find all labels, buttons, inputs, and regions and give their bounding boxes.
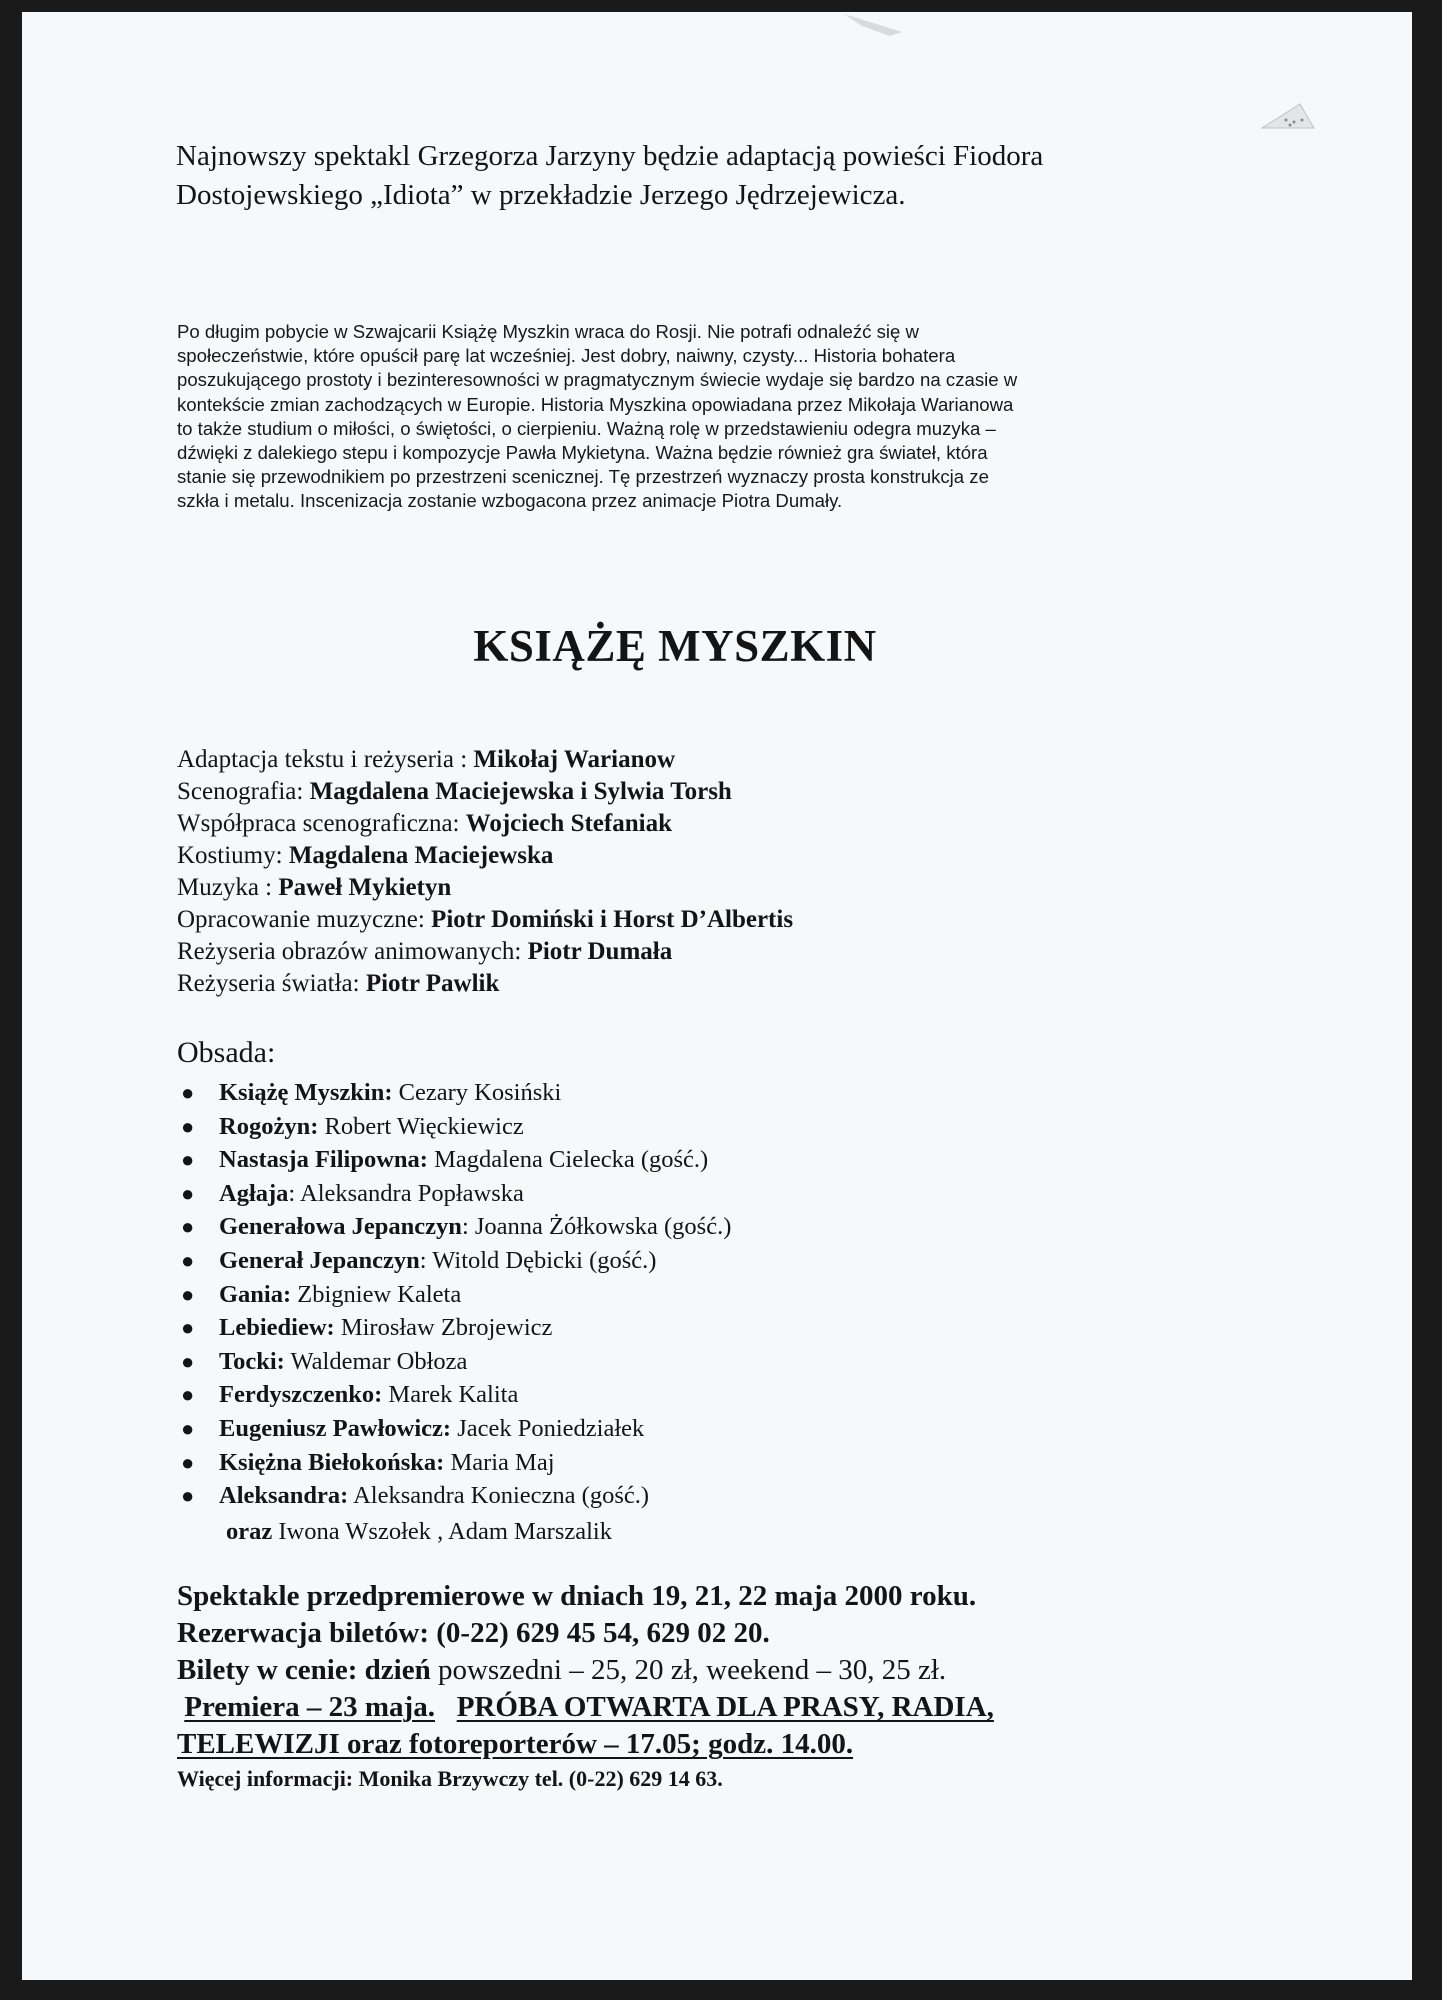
credit-row bbox=[177, 808, 793, 840]
cast-role: Tocki: bbox=[219, 1347, 285, 1375]
cast-role: Książę Myszkin: bbox=[219, 1079, 393, 1106]
cast-actor: Cezary Kosiński bbox=[392, 1079, 562, 1106]
intro-paragraph bbox=[176, 137, 1276, 215]
prices-label: Bilety w cenie: dzień bbox=[177, 1654, 431, 1686]
cast-row bbox=[177, 1412, 731, 1446]
cast-role: Aleksandra: bbox=[219, 1482, 349, 1510]
credit-value: Paweł Mykietyn bbox=[278, 874, 452, 901]
performance-info bbox=[177, 1578, 994, 1795]
cast-role: Generałowa Jepanczyn bbox=[219, 1213, 462, 1241]
paper-tear-top bbox=[842, 12, 912, 38]
cast-role: Eugeniusz Pawłowicz: bbox=[219, 1414, 452, 1442]
credit-value: Mikołaj Warianow bbox=[473, 746, 676, 773]
cast-row bbox=[177, 1479, 731, 1513]
additional-cast bbox=[226, 1518, 612, 1546]
additional-cast-names: Iwona Wszołek , Adam Marszalik bbox=[272, 1518, 612, 1545]
bullet-icon: ● bbox=[181, 1281, 195, 1307]
bullet-icon: ● bbox=[181, 1080, 195, 1105]
document-page bbox=[22, 12, 1412, 1980]
cast-actor: Zbigniew Kaleta bbox=[291, 1280, 462, 1308]
contact-line: Więcej informacji: Monika Brzywczy tel. (0-22) 629 14 63. bbox=[177, 1766, 723, 1791]
synopsis-line: Po długim pobycie w Szwajcarii Książę Myszkin wraca do Rosji. Nie potrafi odnaleźć się w bbox=[177, 321, 919, 342]
previews-line: Spektakle przedpremierowe w dniach 19, 21, 22 maja 2000 roku. bbox=[177, 1580, 977, 1612]
cast-role: Księżna Biełokońska: bbox=[219, 1448, 445, 1476]
synopsis-line: społeczeństwie, które opuścił parę lat wcześniej. Jest dobry, naiwny, czysty... Historia bohatera bbox=[177, 345, 956, 367]
credit-value: Magdalena Maciejewska i Sylwia Torsh bbox=[309, 778, 732, 805]
cast-row bbox=[177, 1378, 731, 1412]
premiere-line bbox=[177, 1689, 994, 1726]
cast-role: Ferdyszczenko: bbox=[219, 1381, 383, 1409]
cast-actor: Waldemar Obłoza bbox=[284, 1347, 468, 1375]
credits-list bbox=[177, 744, 793, 1000]
bullet-icon: ● bbox=[181, 1247, 195, 1273]
press-rehearsal-line1: PRÓBA OTWARTA DLA PRASY, RADIA, bbox=[456, 1691, 994, 1723]
credit-row bbox=[177, 840, 793, 872]
bullet-icon: ● bbox=[181, 1382, 195, 1408]
synopsis-paragraph bbox=[177, 320, 1257, 514]
cast-role: Lebiediew: bbox=[219, 1314, 335, 1342]
cast-role: Nastasja Filipowna: bbox=[219, 1146, 428, 1174]
bullet-icon: ● bbox=[181, 1415, 195, 1441]
cast-actor: Aleksandra Konieczna (gość.) bbox=[348, 1482, 650, 1510]
credit-row bbox=[177, 872, 793, 904]
cast-role: Agłaja bbox=[219, 1179, 289, 1207]
cast-actor: Marek Kalita bbox=[382, 1381, 519, 1409]
intro-line: Dostojewskiego „Idiota” w przekładzie Jerzego Jędrzejewicza. bbox=[176, 179, 906, 211]
cast-actor: Maria Maj bbox=[444, 1448, 555, 1476]
cast-role: Rogożyn: bbox=[219, 1112, 319, 1140]
credit-row bbox=[177, 904, 793, 936]
cast-actor: Robert Więckiewicz bbox=[318, 1112, 524, 1140]
prices-values: powszedni – 25, 20 zł, weekend – 30, 25 zł. bbox=[430, 1654, 947, 1686]
credit-label: Muzyka : bbox=[177, 874, 279, 901]
premiere-date: Premiera – 23 maja. bbox=[184, 1691, 435, 1723]
credit-value: Piotr Domiński i Horst D’Albertis bbox=[431, 906, 794, 933]
cast-row bbox=[177, 1446, 731, 1480]
cast-row bbox=[177, 1278, 731, 1312]
synopsis-line: to także studium o miłości, o świętości, o cierpieniu. Ważną rolę w przedstawieniu odegra muzyka – bbox=[177, 417, 996, 439]
cast-role: Gania: bbox=[219, 1280, 292, 1308]
synopsis-line: kontekście zmian zachodzących w Europie. Historia Myszkina opowiadana przez Mikołaja Warianowa bbox=[177, 393, 1014, 415]
cast-actor: : Joanna Żółkowska (gość.) bbox=[461, 1213, 732, 1241]
credit-label: Reżyseria światła: bbox=[177, 970, 366, 997]
cast-actor: Magdalena Cielecka (gość.) bbox=[427, 1146, 709, 1174]
cast-row bbox=[177, 1345, 731, 1379]
press-rehearsal-line2: TELEWIZJI oraz fotoreporterów – 17.05; godz. 14.00. bbox=[177, 1728, 854, 1760]
credit-row bbox=[177, 776, 793, 808]
bullet-icon: ● bbox=[181, 1147, 195, 1173]
cast-actor: : Aleksandra Popławska bbox=[288, 1179, 524, 1207]
bullet-icon: ● bbox=[181, 1214, 195, 1240]
additional-cast-label: oraz bbox=[226, 1518, 273, 1545]
synopsis-line: poszukującego prostoty i bezinteresowności w pragmatycznym świecie wydaje się bardzo na czasie w bbox=[177, 369, 1018, 391]
cast-role: Generał Jepanczyn bbox=[219, 1246, 420, 1274]
credit-row bbox=[177, 968, 793, 1000]
prices-line bbox=[177, 1652, 994, 1689]
credit-value: Wojciech Stefaniak bbox=[465, 810, 672, 837]
credit-label: Kostiumy: bbox=[177, 842, 289, 869]
press-rehearsal-line2-row bbox=[177, 1726, 994, 1763]
credit-label: Adaptacja tekstu i reżyseria : bbox=[177, 746, 474, 773]
synopsis-line: szkła i metalu. Inscenizacja zostanie wzbogacona przez animacje Piotra Dumały. bbox=[177, 490, 843, 512]
bullet-icon: ● bbox=[181, 1315, 195, 1341]
cast-actor: : Witold Dębicki (gość.) bbox=[419, 1246, 657, 1274]
cast-row bbox=[177, 1143, 731, 1177]
credit-label: Współpraca scenograficzna: bbox=[177, 810, 466, 837]
cast-actor: Mirosław Zbrojewicz bbox=[334, 1314, 553, 1342]
bullet-icon: ● bbox=[181, 1483, 195, 1509]
cast-row bbox=[177, 1311, 731, 1345]
credit-row bbox=[177, 744, 793, 776]
cast-actor: Jacek Poniedziałek bbox=[451, 1414, 645, 1442]
credit-value: Piotr Pawlik bbox=[365, 970, 500, 997]
bullet-icon: ● bbox=[181, 1180, 195, 1206]
bullet-icon: ● bbox=[181, 1449, 195, 1475]
cast-row bbox=[177, 1177, 731, 1211]
credit-label: Opracowanie muzyczne: bbox=[177, 906, 432, 933]
synopsis-line: dźwięki z dalekiego stepu i kompozycje Pawła Mykietyna. Ważna będzie również gra świateł, która bbox=[177, 442, 988, 464]
credit-label: Scenografia: bbox=[177, 778, 310, 805]
bullet-icon: ● bbox=[181, 1348, 195, 1374]
credit-value: Piotr Dumała bbox=[527, 938, 673, 965]
cast-row bbox=[177, 1210, 731, 1244]
credit-label: Reżyseria obrazów animowanych: bbox=[177, 938, 528, 965]
cast-list bbox=[177, 1076, 731, 1513]
cast-row bbox=[177, 1244, 731, 1278]
synopsis-line: stanie się przewodnikiem po przestrzeni scenicznej. Tę przestrzeń wyznaczy prosta konstrukcja ze bbox=[177, 466, 989, 488]
reservations-line: Rezerwacja biletów: (0-22) 629 45 54, 629 02 20. bbox=[177, 1617, 770, 1649]
credit-row bbox=[177, 936, 793, 968]
intro-line: Najnowszy spektakl Grzegorza Jarzyny będzie adaptacją powieści Fiodora bbox=[176, 140, 1044, 172]
paper-tear-corner bbox=[1258, 100, 1318, 130]
credit-value: Magdalena Maciejewska bbox=[288, 842, 554, 869]
cast-row bbox=[177, 1110, 731, 1144]
play-title: KSIĄŻĘ MYSZKIN bbox=[473, 621, 877, 671]
bullet-icon: ● bbox=[181, 1113, 195, 1139]
cast-heading: Obsada: bbox=[177, 1036, 276, 1069]
cast-row bbox=[177, 1076, 731, 1110]
